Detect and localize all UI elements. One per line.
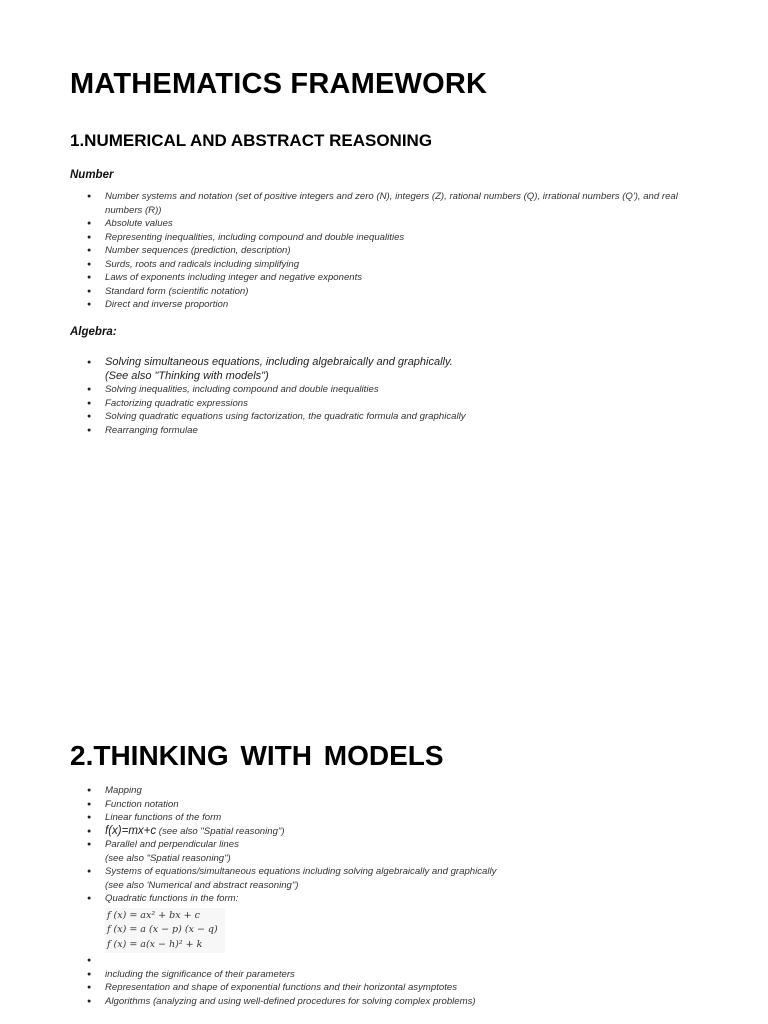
bullet-icon: ● — [87, 260, 92, 268]
linear-formula: f(x)=mx+c — [105, 824, 157, 837]
list-item: ● Standard form (scientific notation) — [87, 285, 249, 297]
list-item: ● Factorizing quadratic expressions — [87, 397, 248, 409]
section-heading-models: 2.THINKING WITH MODELS — [70, 740, 444, 771]
list-item: ● Mapping — [87, 785, 142, 796]
models-topic-list — [70, 784, 700, 1008]
bullet-icon: ● — [87, 359, 92, 366]
list-item: ● Representation and shape of exponential functions and their horizontal asymptotes — [87, 982, 457, 993]
list-item: ● Algorithms (analyzing and using well-defined procedures for solving complex problems) — [87, 995, 476, 1007]
section-heading-numerical: 1.NUMERICAL AND ABSTRACT REASONING — [70, 131, 433, 150]
list-item: ● Solving simultaneous equations, including algebraically and graphically. (See also "Thinking with models") — [87, 356, 453, 382]
bullet-icon: ● — [87, 274, 92, 281]
list-item: ● Laws of exponents including integer and negative exponents — [87, 272, 363, 283]
bullet-icon: ● — [87, 841, 92, 848]
bullet-icon: ● — [87, 399, 92, 407]
bullet-icon: ● — [87, 984, 92, 991]
bullet-icon: ● — [87, 301, 92, 308]
bullet-icon: ● — [87, 868, 92, 875]
bullet-icon: ● — [87, 413, 92, 420]
bullet-icon: ● — [87, 287, 92, 295]
bullet-icon: ● — [87, 233, 92, 241]
list-item: ● Direct and inverse proportion — [87, 299, 229, 310]
list-item: ● Quadratic functions in the form: f (x) = ax² + bx + c f (x) = a (x − p) (x − q) f (x) = a(x − h)² + k — [70, 892, 700, 953]
bullet-icon: ● — [87, 220, 92, 227]
list-item: ● Surds, roots and radicals including simplifying — [87, 258, 300, 270]
bullet-icon: ● — [87, 247, 92, 254]
bullet-icon: ● — [87, 787, 92, 794]
list-item: ● f(x)=mx+c (see also "Spatial reasoning") — [87, 824, 285, 837]
list-item — [70, 954, 700, 968]
document-title: MATHEMATICS FRAMEWORK — [70, 68, 488, 100]
quadratic-formulas — [105, 908, 225, 954]
list-item: ● Solving quadratic equations using factorization, the quadratic formula and graphically — [87, 411, 466, 422]
list-item: ● Rearranging formulae — [87, 424, 198, 436]
bullet-icon: ● — [87, 193, 92, 200]
list-item: ● Number systems and notation (set of positive integers and zero (N), integers (Z), rational numbers (Q), irrational numbers (Q'), and real numbers (R)) — [87, 191, 678, 216]
formula-factored: f (x) = a (x − p) (x − q) — [107, 924, 218, 935]
bullet-icon: ● — [87, 970, 92, 978]
list-item: ● Parallel and perpendicular lines (see also "Spatial reasoning") — [87, 839, 239, 864]
formula-standard: f (x) = ax² + bx + c — [107, 909, 200, 921]
bullet-icon: ● — [87, 957, 92, 964]
list-item: ● Representing inequalities, including compound and double inequalities — [87, 231, 405, 243]
bullet-icon: ● — [87, 827, 92, 835]
bullet-icon: ● — [87, 426, 92, 434]
list-item: ● Function notation — [87, 798, 179, 810]
bullet-icon: ● — [87, 997, 92, 1005]
list-item: ● Linear functions of the form — [87, 812, 222, 823]
bullet-icon: ● — [87, 800, 92, 808]
list-item: ● including the significance of their parameters — [87, 968, 295, 980]
formula-vertex: f (x) = a(x − h)² + k — [107, 938, 203, 950]
number-topic-list — [70, 190, 700, 312]
subheading-algebra: Algebra: — [70, 326, 117, 338]
bullet-icon: ● — [87, 895, 92, 902]
list-item: ● Solving inequalities, including compound and double inequalities — [87, 384, 379, 395]
algebra-topic-list — [70, 356, 700, 437]
subheading-number: Number — [70, 169, 114, 181]
list-item: ● Number sequences (prediction, description) — [87, 245, 291, 256]
bullet-icon: ● — [87, 814, 92, 821]
list-item: ● Absolute values — [87, 218, 173, 229]
bullet-icon: ● — [87, 386, 92, 393]
list-item: ● Systems of equations/simultaneous equations including solving algebraically and graphically (see also 'Numerical and abstract reasoning") — [87, 866, 497, 891]
